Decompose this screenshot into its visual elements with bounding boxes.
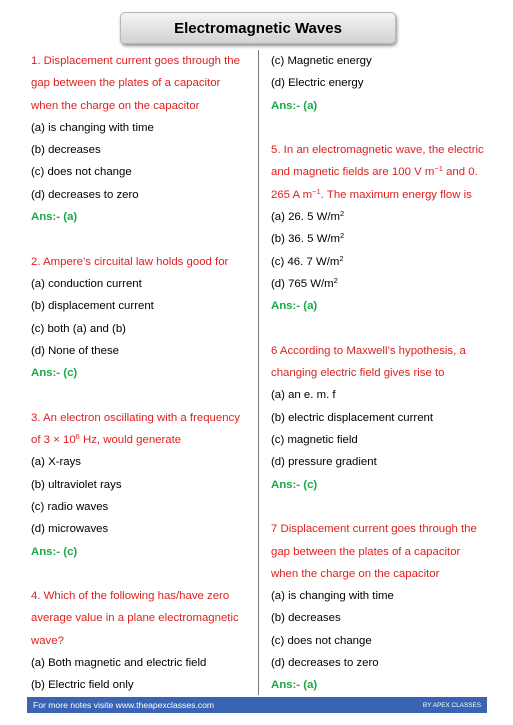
question-4-line: 4. Which of the following has/have zero xyxy=(31,590,230,603)
question-5-text: 265 A m xyxy=(271,188,313,201)
question-5-text: and 0. xyxy=(442,166,478,179)
option-value: (c) 46. 7 W/m xyxy=(271,255,340,268)
question-5-line xyxy=(271,184,491,206)
answer-2: Ans:- (c) xyxy=(31,367,78,380)
question-3-text: Hz, would generate xyxy=(79,434,182,447)
question-5-line: 5. In an electromagnetic wave, the electric xyxy=(271,144,484,157)
question-5-text: . The maximum energy flow is xyxy=(320,188,472,201)
option-text: (c) both (a) and (b) xyxy=(31,322,126,335)
page-title: Electromagnetic Waves xyxy=(174,19,342,37)
exponent: 2 xyxy=(340,231,345,241)
question-1-line: when the charge on the capacitor xyxy=(31,99,200,112)
option-text: (d) microwaves xyxy=(31,523,109,536)
option-value: (b) 36. 5 W/m xyxy=(271,233,340,246)
question-7-line: gap between the plates of a capacitor xyxy=(271,545,461,558)
question-4-line: average value in a plane electromagnetic xyxy=(31,612,239,625)
option-text: (d) decreases to zero xyxy=(271,657,379,670)
page-title-box xyxy=(120,12,396,44)
option-text: (d) Electric energy xyxy=(271,77,364,90)
option-text: (b) ultraviolet rays xyxy=(31,478,122,491)
option-text: (d) None of these xyxy=(31,344,120,357)
answer-1: Ans:- (a) xyxy=(31,211,78,224)
question-6-line: changing electric field gives rise to xyxy=(271,367,445,380)
option-text: (b) Electric field only xyxy=(31,679,134,692)
answer-4: Ans:- (a) xyxy=(271,99,318,112)
answer-5: Ans:- (a) xyxy=(271,300,318,313)
exponent: −1 xyxy=(434,164,443,174)
option-text: (a) is changing with time xyxy=(31,121,154,134)
exponent: 2 xyxy=(339,253,344,263)
option-value: (d) 765 W/m xyxy=(271,277,334,290)
option-text xyxy=(271,228,491,250)
option-text: (b) electric displacement current xyxy=(271,411,434,424)
question-5-text: and magnetic fields are 100 V m xyxy=(271,166,435,179)
option-text xyxy=(271,206,491,228)
option-text: (c) Magnetic energy xyxy=(271,55,372,67)
option-text: (a) is changing with time xyxy=(271,590,394,603)
answer-3: Ans:- (c) xyxy=(31,545,78,558)
footer-brand: BY APEX CLASSES xyxy=(422,701,481,709)
footer-bar xyxy=(27,697,487,713)
option-text: (c) does not change xyxy=(31,166,132,179)
exponent: 6 xyxy=(75,432,80,442)
question-5-line xyxy=(271,161,491,183)
option-text: (a) conduction current xyxy=(31,277,142,290)
right-column xyxy=(271,50,491,697)
option-text: (b) displacement current xyxy=(31,300,154,313)
option-text: (a) X-rays xyxy=(31,456,81,469)
question-1-line: 1. Displacement current goes through the xyxy=(31,55,240,67)
exponent: 2 xyxy=(333,275,338,285)
option-text: (a) an e. m. f xyxy=(271,389,336,402)
option-text: (d) decreases to zero xyxy=(31,188,139,201)
option-value: (a) 26. 5 W/m xyxy=(271,211,340,224)
option-text: (a) Both magnetic and electric field xyxy=(31,657,207,670)
question-3-line xyxy=(31,429,253,451)
option-text: (c) does not change xyxy=(271,634,372,647)
exponent: −1 xyxy=(312,186,321,196)
column-divider xyxy=(258,50,259,695)
option-text: (c) magnetic field xyxy=(271,434,358,447)
option-text xyxy=(271,273,491,295)
question-6-line: 6 According to Maxwell’s hypothesis, a xyxy=(271,344,466,357)
option-text: (b) decreases xyxy=(31,144,101,157)
question-4-line: wave? xyxy=(31,634,64,647)
option-text: (d) pressure gradient xyxy=(271,456,377,469)
question-7-line: when the charge on the capacitor xyxy=(271,567,440,580)
question-7-line: 7 Displacement current goes through the xyxy=(271,523,477,536)
left-column xyxy=(31,50,253,697)
option-text xyxy=(271,251,491,273)
question-2-line: 2. Ampere’s circuital law holds good for xyxy=(31,255,229,268)
footer-link-text[interactable]: For more notes visite www.theapexclasses.com xyxy=(33,700,215,710)
question-3-line: 3. An electron oscillating with a frequency xyxy=(31,411,240,424)
answer-7: Ans:- (a) xyxy=(271,679,318,692)
question-3-text: of 3 × 10 xyxy=(31,434,76,447)
exponent: 2 xyxy=(340,209,345,219)
option-text: (b) decreases xyxy=(271,612,341,625)
option-text: (c) radio waves xyxy=(31,500,109,513)
answer-6: Ans:- (c) xyxy=(271,478,318,491)
question-1-line: gap between the plates of a capacitor xyxy=(31,77,221,90)
